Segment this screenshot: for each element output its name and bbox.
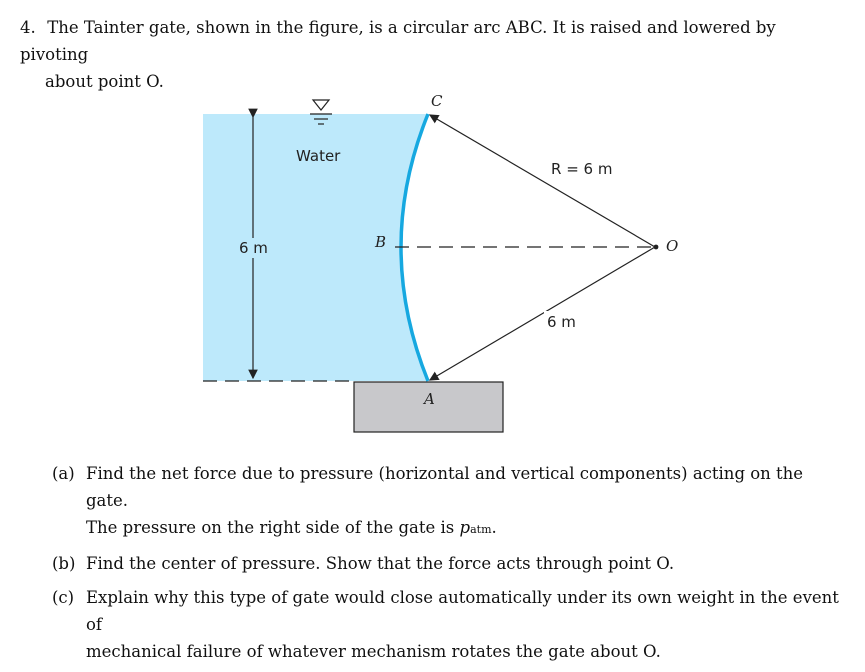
height-label: 6 m	[239, 239, 268, 257]
pressure-subscript: atm	[470, 523, 492, 536]
part-b-label: (b)	[52, 554, 76, 573]
part-c-label: (c)	[52, 588, 75, 607]
pivot-point	[654, 245, 659, 250]
part-a	[52, 460, 842, 543]
problem-number: 4.	[20, 18, 36, 37]
water-label: Water	[296, 147, 341, 165]
lower-length-label: 6 m	[547, 313, 576, 331]
point-c-label: C	[431, 92, 443, 110]
problem-text-line-1: The Tainter gate, shown in the figure, is a circular arc ABC. It is raised and lowered by pivoting	[20, 18, 776, 64]
radius-label: R = 6 m	[551, 160, 613, 178]
part-c-line-2: mechanical failure of whatever mechanism rotates the gate about O.	[86, 642, 661, 661]
part-b-text: Find the center of pressure. Show that the force acts through point O.	[86, 554, 675, 573]
part-a-end: .	[491, 518, 497, 537]
radius-line-lower	[430, 247, 655, 380]
part-a-label: (a)	[52, 464, 75, 483]
part-b	[52, 550, 842, 577]
part-a-text-2: The pressure on the right side of the gate is	[86, 518, 455, 537]
part-a-line-2	[86, 514, 842, 543]
atmospheric-pressure-symbol	[460, 518, 492, 537]
problem-parts	[52, 460, 842, 672]
pressure-symbol: p	[459, 518, 471, 537]
problem-text-line-2: about point O.	[45, 72, 164, 91]
part-c	[52, 584, 842, 665]
point-a-label: A	[424, 390, 435, 408]
point-b-label: B	[375, 233, 387, 251]
point-o-label: O	[666, 237, 679, 255]
part-a-line-1: Find the net force due to pressure (horizontal and vertical components) acting on the gate.	[86, 464, 804, 510]
part-c-line-1: Explain why this type of gate would close automatically under its own weight in the event of	[86, 588, 839, 634]
radius-line-upper	[430, 115, 655, 247]
